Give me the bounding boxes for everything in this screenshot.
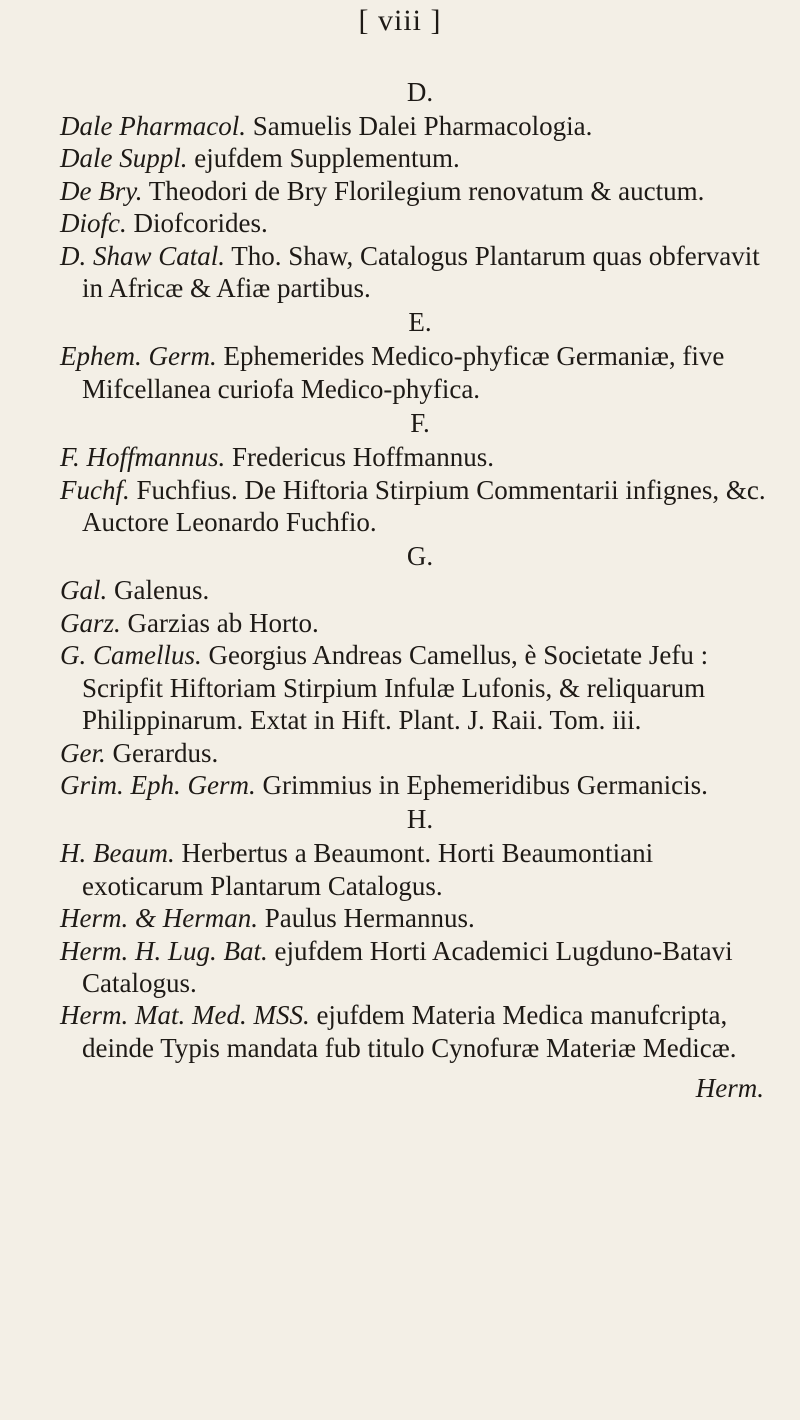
entry-text: ejufdem Materia Medica manufcripta, deinde Typis mandata fub titulo Cynofuræ Materiæ Medicæ. — [82, 1000, 737, 1063]
entry-text: ejufdem Horti Academici Lugduno-Batavi Catalogus. — [82, 935, 733, 998]
entry — [60, 240, 772, 305]
entry-abbreviation: Herm. Mat. Med. MSS. — [60, 1000, 310, 1031]
entry-text: Theodori de Bry Florilegium renovatum & auctum. — [148, 175, 705, 206]
entry — [60, 902, 772, 934]
entry-abbreviation: Gal. — [60, 575, 108, 606]
entry-abbreviation: Dale Suppl. — [60, 143, 188, 174]
entry-abbreviation: Diofc. — [60, 208, 127, 239]
entry — [60, 999, 772, 1064]
section-letter-h: H. — [406, 804, 434, 835]
entry-text: Tho. Shaw, Catalogus Plantarum quas obfervavit in Africæ & Afiæ partibus. — [82, 240, 760, 304]
entry-text: Fuchfius. De Hiftoria Stirpium Commentarii infignes, &c. Auctore Leonardo Fuchfio. — [82, 474, 766, 538]
catchword: Herm. — [695, 1073, 764, 1104]
entry-text: Fredericus Hoffmannus. — [232, 442, 494, 473]
entry-abbreviation: F. Hoffmannus. — [60, 442, 226, 473]
entry-abbreviation: Garz. — [60, 607, 121, 638]
entry — [60, 769, 772, 801]
entry — [60, 574, 772, 606]
entry-abbreviation: Fuchf. — [60, 474, 130, 505]
section-letter-d: D. — [406, 77, 434, 107]
entry-abbreviation: De Bry. — [60, 175, 143, 206]
entry-text: Samuelis Dalei Pharmacologia. — [252, 111, 593, 141]
entry-text: Garzias ab Horto. — [127, 607, 319, 638]
section-letter-f: F. — [410, 408, 430, 439]
entry — [60, 837, 772, 902]
entry-abbreviation: Ger. — [60, 737, 106, 768]
entry-text: Gerardus. — [112, 737, 219, 768]
entry-abbreviation: Herm. & Herman. — [60, 903, 258, 934]
entry-text: Georgius Andreas Camellus, è Societate Jefu : Scripfit Hiftoriam Stirpium Infulæ Lufonis, & reliquarum Philippinarum. Extat in Hift. Plant. J. Raii. Tom. iii. — [82, 640, 709, 736]
section-letter-g: G. — [406, 541, 434, 572]
entry — [60, 737, 772, 769]
entry — [60, 639, 772, 736]
entry-abbreviation: H. Beaum. — [60, 838, 175, 869]
entry-text: Herbertus a Beaumont. Horti Beaumontiani exoticarum Plantarum Catalogus. — [82, 838, 654, 901]
entry-abbreviation: Ephem. Germ. — [60, 341, 217, 372]
entry — [60, 474, 772, 539]
section-letter-e: E. — [408, 307, 432, 338]
entry-abbreviation: D. Shaw Catal. — [60, 240, 226, 271]
entry-text: Paulus Hermannus. — [264, 903, 475, 934]
entry — [60, 142, 772, 174]
entry — [60, 340, 772, 405]
entry-text: ejufdem Supplementum. — [194, 143, 460, 174]
entry-abbreviation: Grim. Eph. Germ. — [60, 769, 256, 800]
entry — [60, 207, 772, 239]
entry — [60, 607, 772, 639]
entry — [60, 110, 772, 142]
entry-abbreviation: Dale Pharmacol. — [60, 111, 246, 141]
entry-text: Galenus. — [114, 575, 210, 606]
entry — [60, 175, 772, 207]
page-number: [ viii ] — [358, 4, 442, 37]
entry-abbreviation: Herm. H. Lug. Bat. — [60, 935, 268, 966]
entry-text: Grimmius in Ephemeridibus Germanicis. — [262, 769, 708, 800]
entry — [60, 935, 772, 1000]
entry-text: Diofcorides. — [133, 208, 268, 239]
entry — [60, 441, 772, 473]
entry-abbreviation: G. Camellus. — [60, 640, 202, 671]
entry-text: Ephemerides Medico-phyficæ Germaniæ, five Mifcellanea curiofa Medico-phyfica. — [82, 341, 725, 404]
abbreviations-list — [60, 74, 772, 1105]
